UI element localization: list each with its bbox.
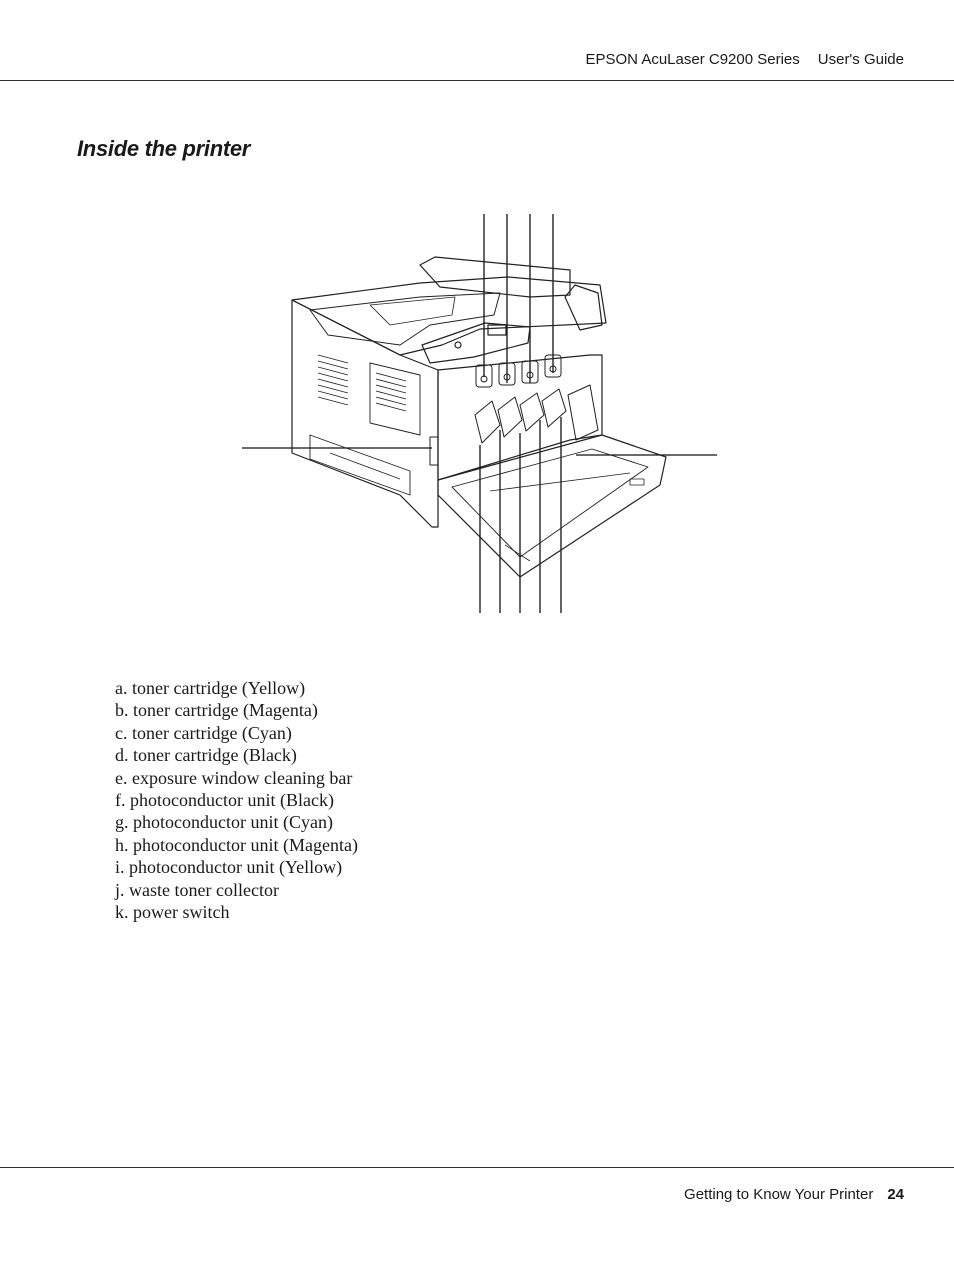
toner-cartridges — [476, 355, 561, 387]
printer-illustration — [230, 205, 730, 625]
header-text — [585, 51, 904, 68]
power-switch — [430, 437, 438, 465]
list-item: i. photoconductor unit (Yellow) — [115, 857, 343, 878]
header-guide: User's Guide — [817, 51, 904, 68]
footer-chapter: Getting to Know Your Printer — [684, 1186, 874, 1203]
list-item: b. toner cartridge (Magenta) — [115, 700, 318, 721]
parts-list — [115, 677, 358, 923]
list-item: j. waste toner collector — [115, 879, 279, 900]
page-footer — [684, 1186, 904, 1203]
front-cover — [438, 435, 666, 577]
header-product: EPSON AcuLaser C9200 Series — [585, 51, 800, 68]
list-item: d. toner cartridge (Black) — [115, 745, 297, 766]
list-item: a. toner cartridge (Yellow) — [115, 678, 306, 698]
list-item: e. exposure window cleaning bar — [115, 767, 353, 788]
section-title: Inside the printer — [77, 136, 251, 161]
list-item: f. photoconductor unit (Black) — [115, 790, 334, 811]
page-number: 24 — [887, 1186, 904, 1203]
waste-toner-collector — [568, 385, 598, 440]
list-item: c. toner cartridge (Cyan) — [115, 722, 292, 743]
printer-top — [292, 277, 606, 355]
list-item: h. photoconductor unit (Magenta) — [115, 834, 358, 855]
footer-rule — [0, 1167, 954, 1168]
list-item: k. power switch — [115, 902, 230, 923]
list-item: g. photoconductor unit (Cyan) — [115, 812, 333, 833]
header-rule — [0, 80, 954, 81]
callout-lines-top — [484, 214, 553, 383]
